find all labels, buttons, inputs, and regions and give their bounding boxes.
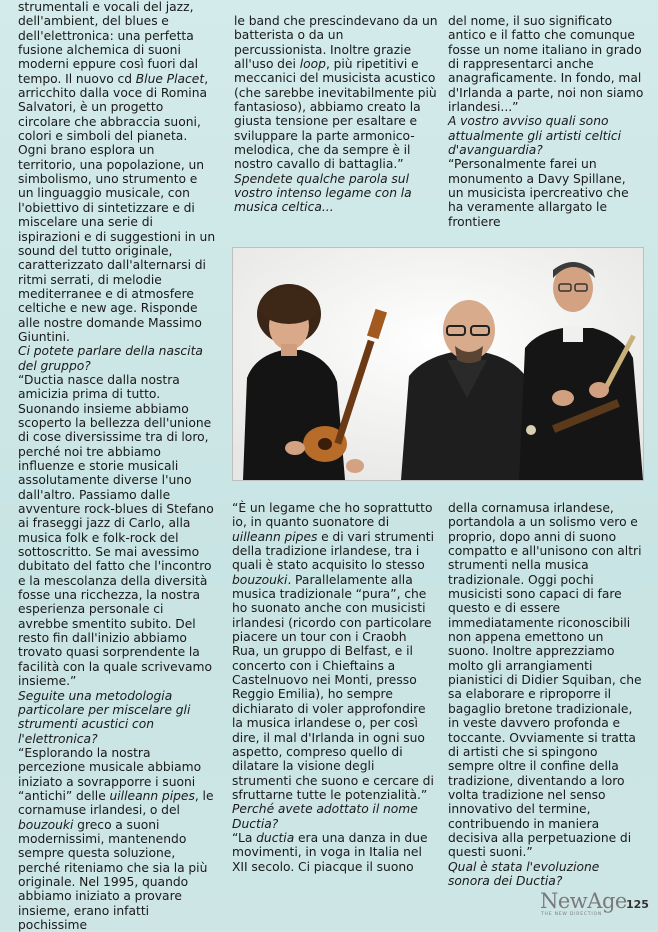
band-photo: [232, 247, 644, 481]
band-photo-illustration: [233, 248, 643, 480]
interview-answer: “Ductia nasce dalla nostra amicizia prima di tutto. Suonando insieme abbiamo scoperto la bellezza dell'unione di cose diversissime tra di loro, perché noi tre abbiamo influenze e storie musicali assolutamente diverse l'uno dall'altro. Passiamo dalle avventure rock-blues di Stefano ai fraseggi jazz di Carlo, alla musica folk e folk-rock del sottoscritto. Se mai avessimo dubitato del fatto che l'incontro e la mescolanza della diversità fosse una ricchezza, la nostra esperienza personale ci avrebbe smentito subito. Del resto fin dall'inizio abbiamo trovato quasi sorprendente la facilità con la quale scrivevamo insieme.”: [18, 372, 214, 689]
interview-answer: “La ductia era una danza in due movimenti, in voga in Italia nel XII secolo. Ci piacque il suono: [232, 830, 428, 874]
text-column-5: [448, 501, 644, 888]
magazine-logo: [538, 889, 627, 919]
interview-question: Perché avete adottato il nome Ductia?: [232, 802, 418, 831]
text-column-2: [234, 14, 438, 215]
intro-paragraph: strumentali e vocali del jazz, dell'ambient, del blues e dell'elettronica: una perfetta fusione alchemica di suoni moderni eppure così fuori dal tempo. Il nuovo cd Blue Placet, arricchito dalla voce di Romina Salvatori, è un progetto circolare che abbraccia suoni, colori e simboli del pianeta. Ogni brano esplora un territorio, una popolazione, un simbolismo, uno strumento e un linguaggio musicale, con l'obiettivo di sintetizzare e di miscelare una serie di ispirazioni e di suggestioni in un sound del tutto originale, caratterizzato dall'alternarsi di ritmi serrati, di melodie mediterranee e di atmosfere celtiche e new age. Risponde alle nostre domande Massimo Giuntini.: [18, 0, 216, 344]
logo-text: NewAge: [540, 889, 627, 913]
interview-answer: della cornamusa irlandese, portandola a un solismo vero e proprio, dopo anni di suono compatto e all'unisono con altri strumenti nella musica tradizionale. Oggi pochi musicisti sono capaci di fare questo e di essere immediatamente riconoscibili non appena emettono un suono. Inoltre apprezziamo molto gli arrangiamenti pianistici di Didier Squiban, che sa elaborare e riproporre il bagaglio bretone tradizionale, in veste davvero profonda e toccante. Ovviamente si tratta di artisti che si spingono sempre oltre il confine della tradizione, diventando a loro volta tradizione nel senso innovativo del termine, contribuendo in maniera decisiva alla perpetuazione di questi suoni.”: [448, 501, 642, 860]
page-number: 125: [626, 898, 649, 911]
logo-subtitle: THE NEW DIRECTION: [541, 912, 602, 917]
interview-answer: le band che prescindevano da un batterista o da un percussionista. Inoltre grazie all'uso dei loop, più ripetitivi e meccanici del musicista acustico (che sarebbe inevitabilmente più fantasioso), abbiamo creato la giusta tensione per esaltare e sviluppare la parte armonico-melodica, che da sempre è il nostro cavallo di battaglia.”: [234, 14, 438, 172]
interview-question: Ci potete parlare della nascita del gruppo?: [18, 344, 203, 373]
interview-question: Qual è stata l'evoluzione sonora dei Ductia?: [448, 859, 600, 888]
text-column-4: [232, 501, 436, 874]
interview-answer: del nome, il suo significato antico e il fatto che comunque fosse un nome italiano in grado di rappresentarci anche anagraficamente. In fondo, mal d'Irlanda a parte, noi non siamo irlandesi...”: [448, 14, 644, 115]
interview-question: Seguite una metodologia particolare per miscelare gli strumenti acustici con l'elettronica?: [18, 688, 191, 746]
interview-answer: “È un legame che ho soprattutto io, in quanto suonatore di uilleann pipes e di vari strumenti della tradizione irlandese, tra i quali è stato acquisito lo stesso bouzouki. Parallelamente alla musica tradizionale “pura”, che ho suonato anche con musicisti irlandesi (ricordo con particolare piacere un tour con i Craobh Rua, un gruppo di Belfast, e il concerto con i Chieftains a Castelnuovo nei Monti, presso Reggio Emilia), ho sempre dichiarato di voler approfondire la musica irlandese o, per così dire, il mal d'Irlanda in ogni suo aspetto, compreso quello di dilatare la visione degli strumenti che suono e cercare di sfruttarne tutte le potenzialità.”: [232, 501, 435, 802]
text-column-3: [448, 14, 644, 229]
text-column-1: [18, 0, 216, 932]
interview-answer: “Esplorando la nostra percezione musicale abbiamo iniziato a sovrapporre i suoni “antichi” delle uilleann pipes, le cornamuse irlandesi, o del bouzouki greco a suoni modernissimi, mantenendo sempre questa soluzione, perché riteniamo che sia la più originale. Nel 1995, quando abbiamo iniziato a provare insieme, erano infatti pochissime: [18, 745, 214, 932]
interview-question: A vostro avviso quali sono attualmente gli artisti celtici d'avanguardia?: [448, 114, 622, 158]
interview-question: Spendete qualche parola sul vostro intenso legame con la musica celtica...: [234, 171, 412, 215]
interview-answer: “Personalmente farei un monumento a Davy Spillane, un musicista ipercreativo che ha veramente allargato le frontiere: [448, 157, 629, 229]
